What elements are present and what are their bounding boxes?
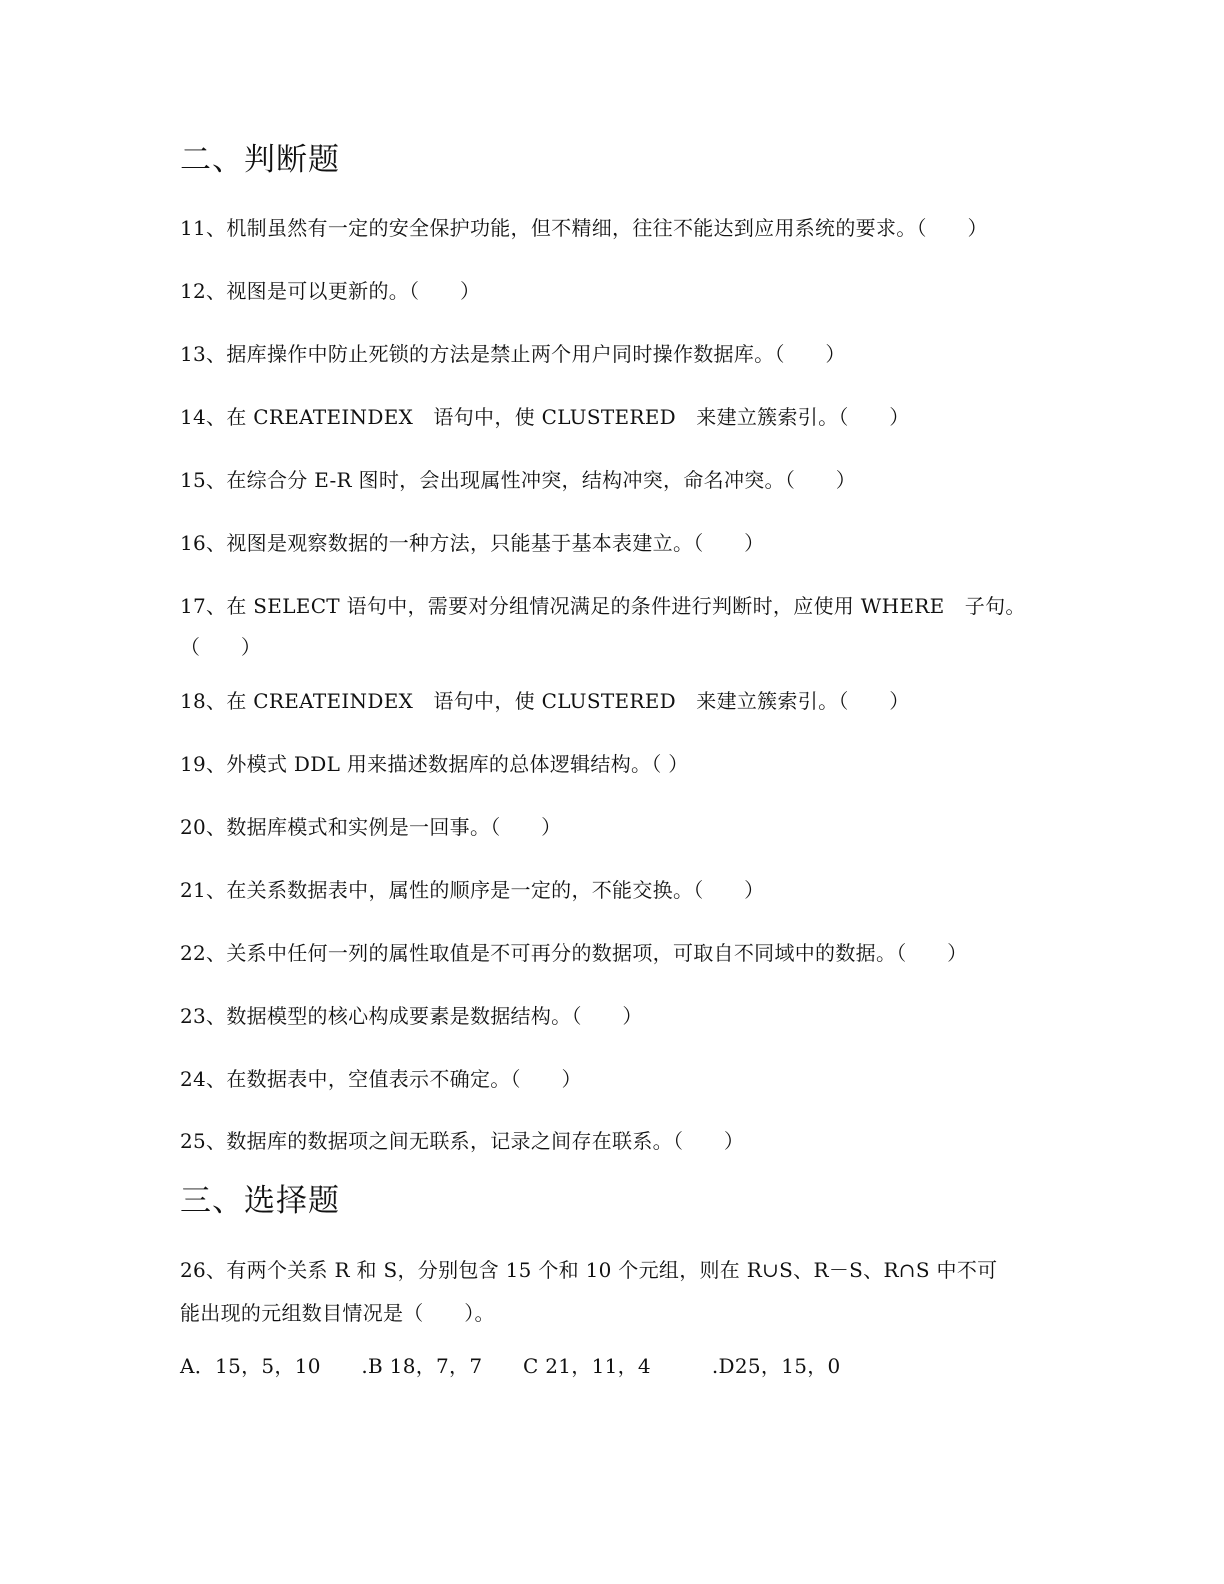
question-24: 24、在数据表中，空值表示不确定。（ ）	[180, 1067, 582, 1091]
question-25: 25、数据库的数据项之间无联系，记录之间存在联系。（ ）	[180, 1129, 745, 1153]
question-11: 11、机制虽然有一定的安全保护功能，但不精细，往往不能达到应用系统的要求。（ ）	[180, 216, 988, 240]
section-heading-choice: 三、选择题	[180, 1183, 340, 1219]
section-heading-judge: 二、判断题	[180, 142, 340, 178]
question-26-options: A．15，5，10 .B 18，7，7 C 21，11，4 .D25，15，0	[180, 1354, 841, 1378]
question-17-continued: （ ）	[180, 635, 262, 659]
question-14: 14、在 CREATEINDEX 语句中，使 CLUSTERED 来建立簇索引。（ ）	[180, 405, 910, 429]
question-13: 13、据库操作中防止死锁的方法是禁止两个用户同时操作数据库。（ ）	[180, 342, 846, 366]
question-26-line2: 能出现的元组数目情况是（ ）。	[180, 1301, 495, 1325]
question-22: 22、关系中任何一列的属性取值是不可再分的数据项，可取自不同域中的数据。（ ）	[180, 941, 968, 965]
question-15: 15、在综合分 E-R 图时，会出现属性冲突，结构冲突，命名冲突。（ ）	[180, 468, 857, 492]
question-16: 16、视图是观察数据的一种方法，只能基于基本表建立。（ ）	[180, 531, 765, 555]
question-18: 18、在 CREATEINDEX 语句中，使 CLUSTERED 来建立簇索引。（ ）	[180, 689, 910, 713]
question-12: 12、视图是可以更新的。（ ）	[180, 279, 481, 303]
question-26-line1: 26、有两个关系 R 和 S，分别包含 15 个和 10 个元组，则在 R∪S、R－S、R∩S 中不可	[180, 1258, 998, 1282]
question-17: 17、在 SELECT 语句中，需要对分组情况满足的条件进行判断时，应使用 WHERE 子句。	[180, 594, 1026, 618]
question-21: 21、在关系数据表中，属性的顺序是一定的，不能交换。（ ）	[180, 878, 765, 902]
question-19: 19、外模式 DDL 用来描述数据库的总体逻辑结构。（ ）	[180, 752, 689, 776]
question-23: 23、数据模型的核心构成要素是数据结构。（ ）	[180, 1004, 643, 1028]
question-20: 20、数据库模式和实例是一回事。（ ）	[180, 815, 562, 839]
